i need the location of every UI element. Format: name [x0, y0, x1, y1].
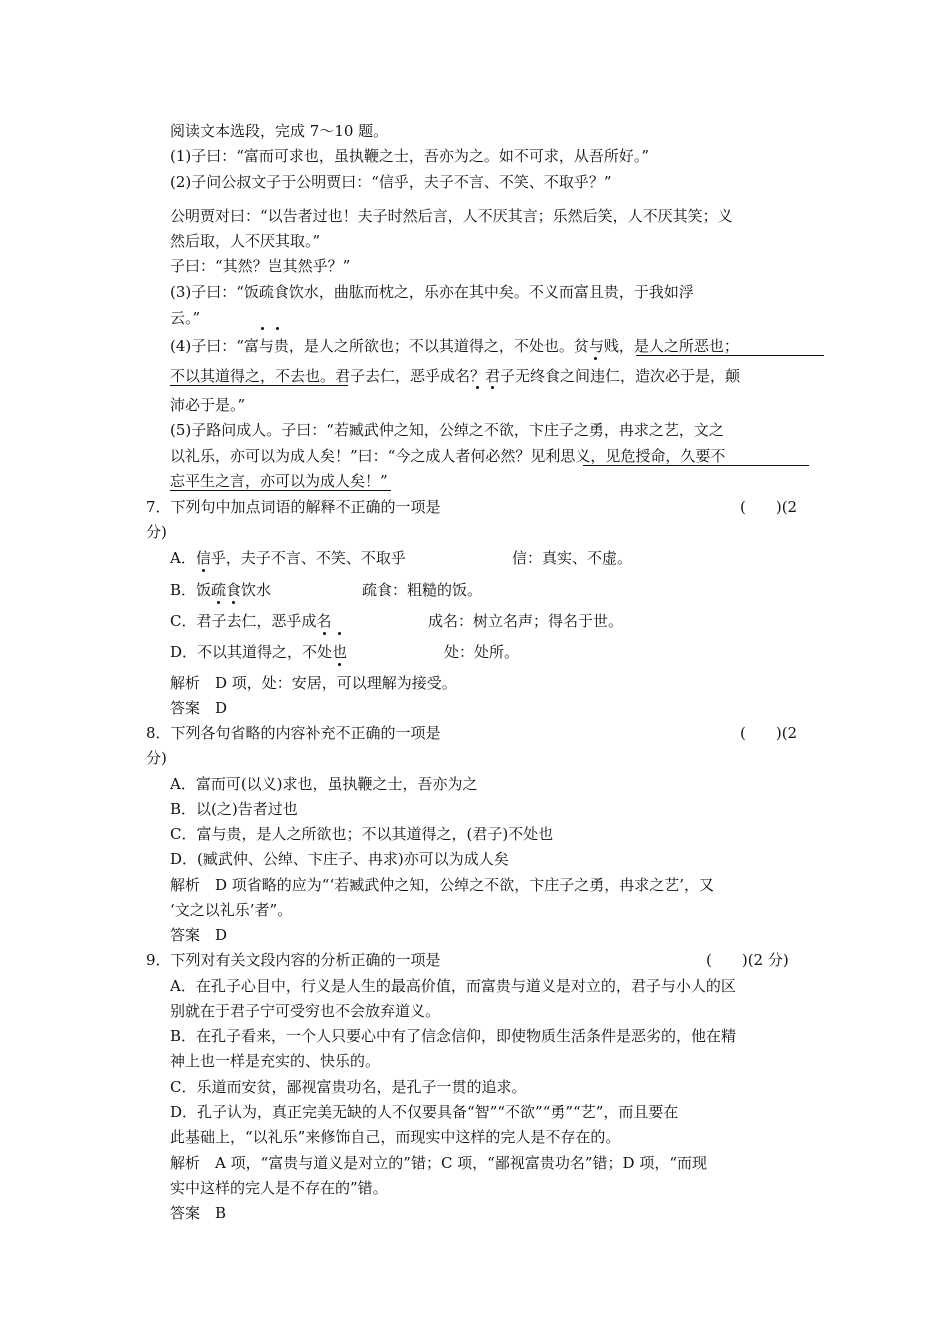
- emphasis-dot: [338, 632, 341, 635]
- q8-option-d: D．(臧武仲、公绰、卞庄子、冉求)亦可以为成人矣: [170, 850, 509, 868]
- q8-analysis-line-1: 解析 D 项省略的应为“‘若臧武仲之知，公绰之不欲，卞庄子之勇，冉求之艺’，又: [170, 876, 715, 894]
- emphasis-dot: [594, 357, 597, 360]
- emphasis-dot: [491, 386, 494, 389]
- q8-option-a: A．富而可(以义)求也，虽执鞭之士，吾亦为之: [170, 775, 478, 793]
- q8-score: ( )(2: [740, 724, 798, 742]
- passage-paragraph-6-line-2: 不以其道得之，不去也。君子去仁，恶乎成名？君子无终食之间违仁，造次必于是，颠: [170, 367, 741, 385]
- q7-option-d: D．不以其道得之，不处也: [170, 643, 348, 661]
- passage-paragraph-7-line-1: (5)子路问成人。子曰：“若臧武仲之知，公绰之不欲，卞庄子之勇，冉求之艺，文之: [170, 421, 724, 439]
- q8-score-tail: 分): [146, 749, 167, 767]
- q7-option-a: A．信乎，夫子不言、不笑、不取乎: [170, 549, 406, 567]
- passage-paragraph-3-line-1: 公明贾对曰：“以告者过也！夫子时然后言，人不厌其言；乐然后笑，人不厌其笑；义: [170, 207, 733, 225]
- passage-paragraph-2: (2)子问公叔文子于公明贾曰：“信乎，夫子不言、不笑、不取乎？”: [170, 173, 612, 191]
- q9-option-b-line-1: B．在孔子看来，一个人只要心中有了信念信仰，即使物质生活条件是恶劣的，他在精: [170, 1027, 737, 1045]
- passage-paragraph-6-line-1: (4)子曰：“富与贵，是人之所欲也；不以其道得之，不处也。贫与贱，是人之所恶也；: [170, 337, 739, 355]
- emphasis-dot: [202, 569, 205, 572]
- q9-answer: 答案 B: [170, 1204, 227, 1222]
- q9-option-c: C．乐道而安贫，鄙视富贵功名，是孔子一贯的追求。: [170, 1078, 527, 1096]
- q7-stem: 7．下列句中加点词语的解释不正确的一项是: [146, 498, 441, 516]
- q9-analysis-line-2: 实中这样的完人是不存在的”错。: [170, 1179, 388, 1197]
- emphasis-dot: [338, 663, 341, 666]
- q7-analysis: 解析 D 项，处：安居，可以理解为接受。: [170, 674, 457, 692]
- q8-answer: 答案 D: [170, 926, 228, 944]
- q8-analysis-line-2: ‘文之以礼乐’者”。: [170, 901, 293, 919]
- passage-instruction: 阅读文本选段，完成 7～10 题。: [170, 122, 389, 140]
- q8-option-b: B．以(之)告者过也: [170, 800, 298, 818]
- passage-paragraph-5-line-1: (3)子曰：“饭疏食饮水，曲肱而枕之，乐亦在其中矣。不义而富且贵，于我如浮: [170, 283, 694, 301]
- emphasis-dot: [217, 601, 220, 604]
- q9-option-d-line-2: 此基础上，“以礼乐”来修饰自己，而现实中这样的完人是不存在的。: [170, 1128, 621, 1146]
- q8-stem: 8．下列各句省略的内容补充不正确的一项是: [146, 724, 441, 742]
- q7-answer: 答案 D: [170, 699, 228, 717]
- q7-option-b: B．饭疏食饮水: [170, 581, 272, 599]
- passage-paragraph-1: (1)子曰：“富而可求也，虽执鞭之士，吾亦为之。如不可求，从吾所好。”: [170, 147, 650, 165]
- q7-score: ( )(2: [740, 498, 798, 516]
- passage-paragraph-7-line-3: 忘平生之言，亦可以为成人矣！”: [170, 472, 388, 490]
- q7-option-c-note: 成名：树立名声；得名于世。: [428, 612, 624, 630]
- q9-option-b-line-2: 神上也一样是充实的、快乐的。: [170, 1052, 381, 1070]
- passage-underline-4: [170, 490, 391, 491]
- emphasis-dot: [276, 327, 279, 330]
- q9-option-a-line-1: A．在孔子心目中，行义是人生的最高价值，而富贵与道义是对立的，君子与小人的区: [170, 977, 736, 995]
- passage-paragraph-4: 子曰：“其然？岂其然乎？”: [170, 257, 351, 275]
- passage-underline-1: [636, 355, 824, 356]
- q9-analysis-line-1: 解析 A 项，“富贵与道义是对立的”错；C 项，“鄙视富贵功名”错；D 项，“而现: [170, 1154, 707, 1172]
- q9-option-d-line-1: D．孔子认为，真正完美无缺的人不仅要具备“智”“不欲”“勇”“艺”，而且要在: [170, 1103, 679, 1121]
- passage-paragraph-7-line-2: 以礼乐，亦可以为成人矣！”曰：“今之成人者何必然？见利思义，见危授命，久要不: [170, 447, 726, 465]
- passage-underline-3: [583, 465, 809, 466]
- q9-score: ( )(2 分): [706, 951, 789, 969]
- q7-score-tail: 分): [146, 523, 167, 541]
- q7-option-c: C．君子去仁，恶乎成名: [170, 612, 332, 630]
- q9-stem: 9．下列对有关文段内容的分析正确的一项是: [146, 951, 441, 969]
- q7-option-a-note: 信：真实、不虚。: [512, 549, 633, 567]
- emphasis-dot: [476, 386, 479, 389]
- emphasis-dot: [323, 632, 326, 635]
- passage-paragraph-3-line-2: 然后取，人不厌其取。”: [170, 232, 321, 250]
- q8-option-c: C．富与贵，是人之所欲也；不以其道得之，(君子)不处也: [170, 825, 554, 843]
- q7-option-b-note: 疏食：粗糙的饭。: [362, 581, 483, 599]
- emphasis-dot: [261, 327, 264, 330]
- passage-paragraph-5-line-2: 云。”: [170, 309, 201, 327]
- passage-paragraph-6-line-3: 沛必于是。”: [170, 396, 246, 414]
- q9-option-a-line-2: 别就在于君子宁可受穷也不会放弃道义。: [170, 1002, 441, 1020]
- emphasis-dot: [232, 601, 235, 604]
- passage-underline-2: [170, 385, 348, 386]
- q7-option-d-note: 处：处所。: [444, 643, 520, 661]
